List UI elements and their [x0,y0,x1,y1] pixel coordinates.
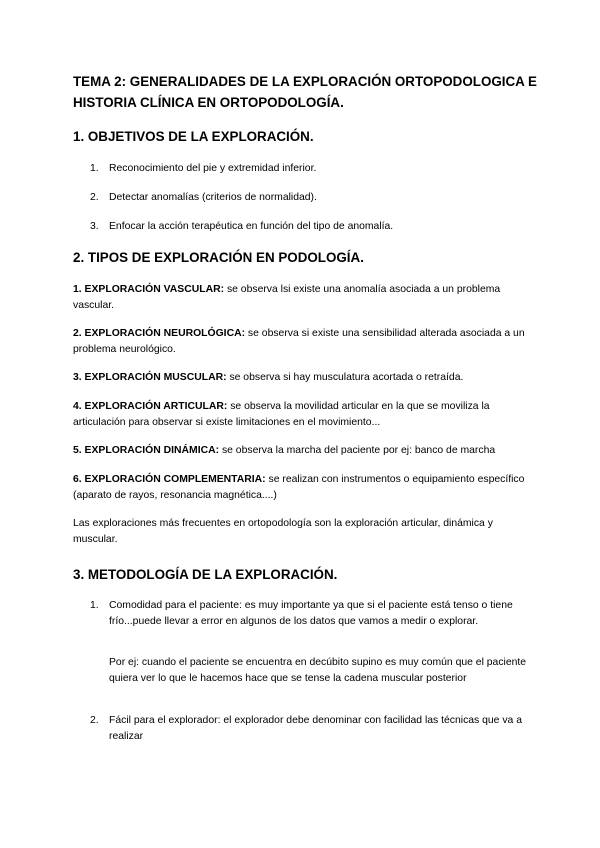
exploration-type-text: se observa si hay musculatura acortada o retraída. [226,372,464,383]
exploration-type-vascular [73,282,533,313]
exploration-type-muscular [73,370,533,386]
exploration-type-text: se observa lsi existe una anomalía asociada a un problema vascular. [73,284,501,311]
list-item-note: Por ej: cuando el paciente se encuentra en decúbito supino es muy común que el paciente quiera ver lo que le hacemos hace que se tense la cadena muscular posterior [109,657,527,684]
exploration-type-label: 4. EXPLORACIÓN ARTICULAR: [73,401,228,412]
exploration-type-label: 3. EXPLORACIÓN MUSCULAR: [73,372,227,383]
list-number: 3. [90,221,99,232]
list-number: 1. [90,163,99,174]
exploration-type-label: 5. EXPLORACIÓN DINÁMICA: [73,445,220,456]
exploration-type-label: 6. EXPLORACIÓN COMPLEMENTARIA: [73,474,266,485]
list-number: 1. [90,600,99,611]
exploration-type-articular [73,399,533,430]
exploration-type-neurologica [73,326,533,357]
list-item: Detectar anomalías (criterios de normalidad). [109,192,317,203]
list-item: Enfocar la acción terapéutica en función del tipo de anomalía. [109,221,394,232]
list-item: Reconocimiento del pie y extremidad inferior. [109,163,317,174]
section-heading-tipos: 2. TIPOS DE EXPLORACIÓN EN PODOLOGÍA. [73,250,364,265]
exploration-type-text: se observa la marcha del paciente por ej: banco de marcha [219,445,496,456]
exploration-type-text: se observa la movilidad articular en la que se moviliza la articulación para observar si existe limitaciones en el movimiento... [73,401,490,428]
section-heading-metodologia: 3. METODOLOGÍA DE LA EXPLORACIÓN. [73,567,338,582]
document-title: TEMA 2: GENERALIDADES DE LA EXPLORACIÓN ORTOPODOLOGICA E HISTORIA CLÍNICA EN ORTOPODOLOGÍA. [73,74,537,110]
list-number: 2. [90,715,99,726]
exploration-type-dinamica [73,443,533,459]
exploration-type-label: 1. EXPLORACIÓN VASCULAR: [73,284,225,295]
exploration-type-complementaria [73,472,533,503]
section-heading-objetivos: 1. OBJETIVOS DE LA EXPLORACIÓN. [73,129,314,144]
exploration-type-label: 2. EXPLORACIÓN NEUROLÓGICA: [73,328,246,339]
exploration-type-text: se observa si existe una sensibilidad alterada asociada a un problema neurológico. [73,328,525,355]
summary-paragraph: Las exploraciones más frecuentes en ortopodología son la exploración articular, dinámica y muscular. [73,518,493,545]
list-item: Comodidad para el paciente: es muy importante ya que si el paciente está tenso o tiene frío...puede llevar a error en algunos de los datos que vamos a medir o explorar. [109,600,513,627]
list-item: Fácil para el explorador: el explorador debe denominar con facilidad las técnicas que va a realizar [109,715,522,742]
exploration-type-text: se realizan con instrumentos o equipamiento específico (aparato de rayos, resonancia magnética....) [73,474,525,501]
list-number: 2. [90,192,99,203]
